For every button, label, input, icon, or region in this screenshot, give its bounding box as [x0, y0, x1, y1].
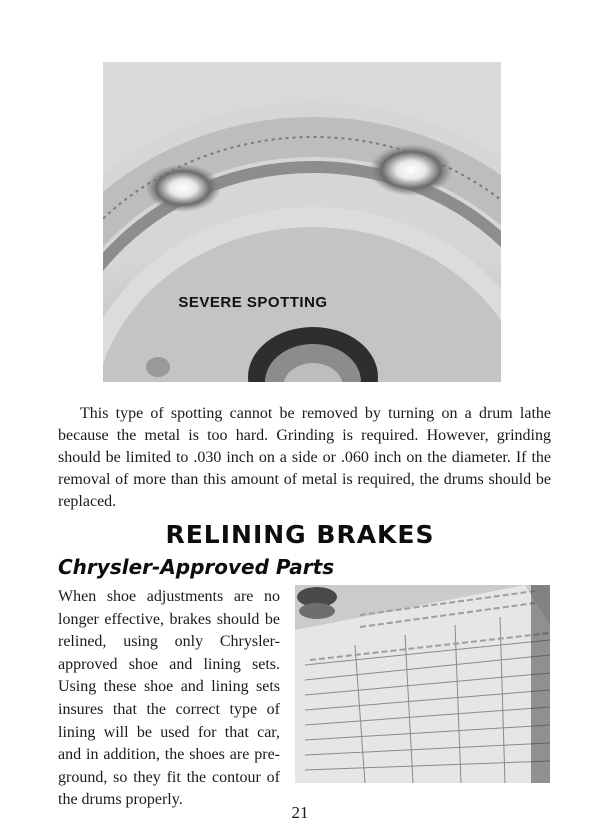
section-heading: RELINING BRAKES [165, 520, 435, 549]
brake-drum-photo [103, 62, 501, 382]
subheading: Chrysler-Approved Parts [58, 555, 335, 579]
photo-caption: SEVERE SPOTTING [178, 294, 328, 311]
body-paragraph-spotting: This type of spotting cannot be removed by turning on a drum lathe because the metal is too hard. Grinding is required. However, grinding should be limited to .030 inch on a side or .060 inch on the diameter. If the removal of more than this amount of metal is required, the drums should be replaced. [58, 405, 551, 510]
page-number: 21 [291, 803, 309, 822]
parts-chart-photo [295, 585, 550, 783]
body-paragraph-relining: When shoe adjustments are no longer effective, brakes should be relined, using only Chrysler-approved shoe and lining sets. Using these shoe and lining sets insures that the correct type of lining will be used for that car, and in addition, the shoes are pre-ground, so they fit the contour of the drums properly. [58, 588, 280, 809]
